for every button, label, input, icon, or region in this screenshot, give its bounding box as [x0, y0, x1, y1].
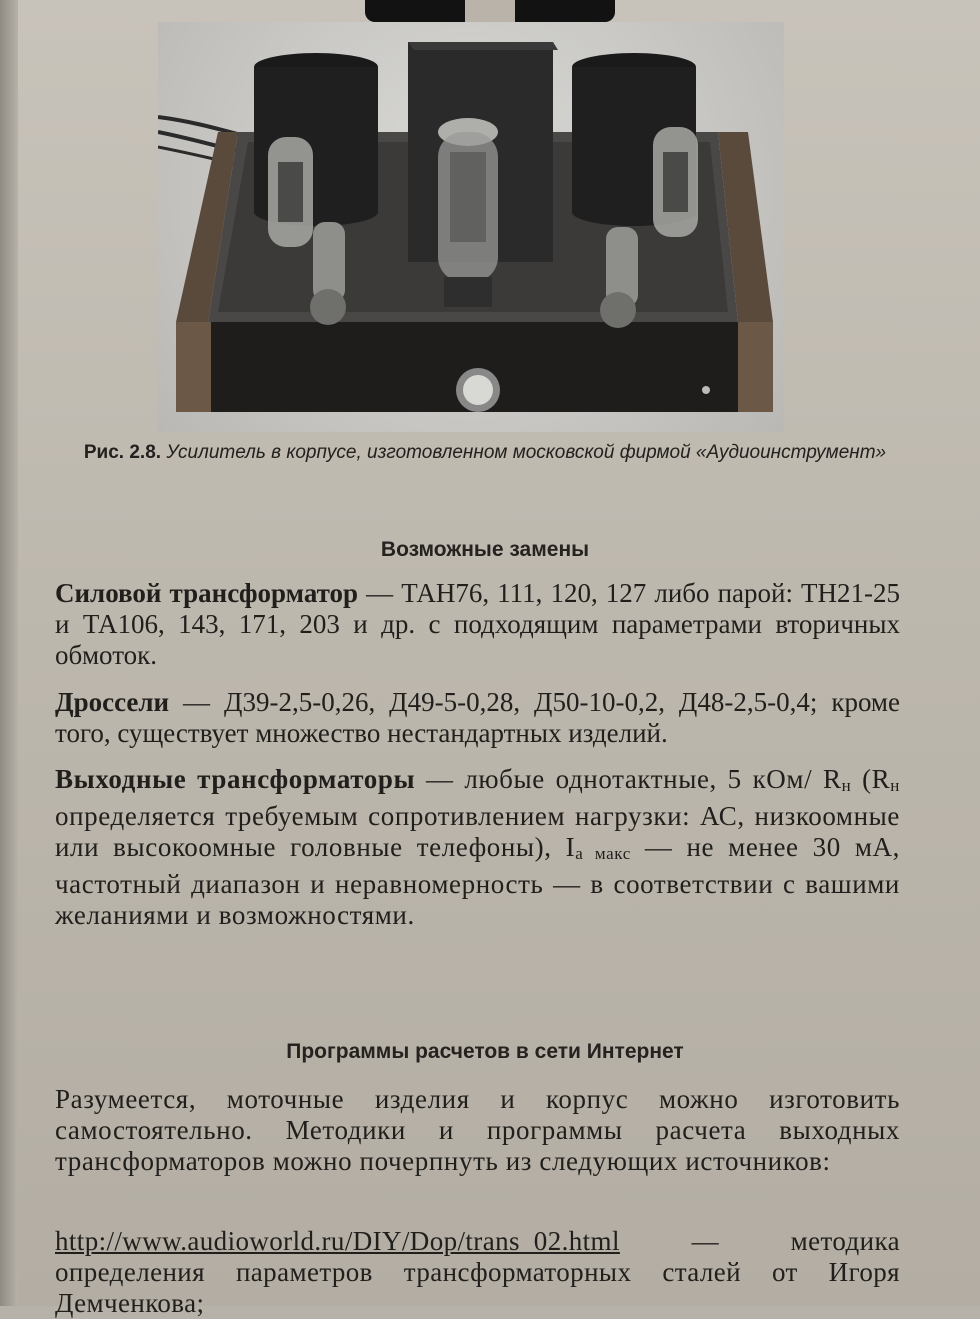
- figure-label: Рис. 2.8.: [83, 442, 162, 463]
- text-power-transformer: — ТАН76, 111, 120, 127 либо парой: ТН21-25 и ТА106, 143, 171, 203 и др. с подходящим параметрами вторичных обмоток.: [55, 578, 900, 670]
- section-heading-programs: Программы расчетов в сети Интернет: [286, 1040, 684, 1063]
- text-output-b: (R: [851, 764, 891, 794]
- term-output-transformers: Выходные трансформаторы: [55, 764, 416, 794]
- binding-clip: [365, 0, 615, 22]
- term-chokes: Дроссели: [55, 687, 170, 717]
- amplifier-photo: [158, 22, 784, 432]
- subscript-amax: а макс: [575, 844, 631, 863]
- text-chokes: — Д39-2,5-0,26, Д49-5-0,28, Д50-10-0,2, Д48-2,5-0,4; кроме того, существует множество нестандартных изделий.: [55, 687, 900, 748]
- paragraph-power-transformer: [55, 578, 900, 671]
- source-link[interactable]: http://www.audioworld.ru/DIY/Dop/trans_02.html: [55, 1226, 620, 1256]
- paragraph-output-transformers: [55, 764, 900, 931]
- text-output-a: — любые однотактные, 5 кОм/ R: [415, 764, 842, 794]
- paragraph-link: [55, 1226, 900, 1319]
- term-power-transformer: Силовой трансформатор: [55, 578, 359, 608]
- page-edge: [0, 0, 18, 1306]
- text-output-c: определяется требуемым сопротивлением нагрузки: АС, низкоомные или высокоомные головные телефоны), I: [55, 801, 900, 862]
- figure-text: Усилитель в корпусе, изготовленном московской фирмой «Аудиоинструмент»: [166, 442, 887, 463]
- paragraph-chokes: [55, 687, 900, 749]
- figure-caption: [60, 440, 910, 466]
- paragraph-programs-intro: Разумеется, моточные изделия и корпус можно изготовить самостоятельно. Методики и программы расчета выходных трансформаторов можно почерпнуть из следующих источников:: [55, 1084, 900, 1176]
- subscript-n2: н: [890, 776, 900, 795]
- section-heading-replacements: Возможные замены: [380, 538, 590, 561]
- subscript-n1: н: [841, 776, 852, 795]
- link-description: — методика определения параметров трансформаторных сталей от Игоря Демченкова;: [55, 1226, 900, 1318]
- text-output-d: — не менее 30 мА, частотный диапазон и неравномерность — в соответствии с вашими желаниями и возможностями.: [55, 832, 900, 930]
